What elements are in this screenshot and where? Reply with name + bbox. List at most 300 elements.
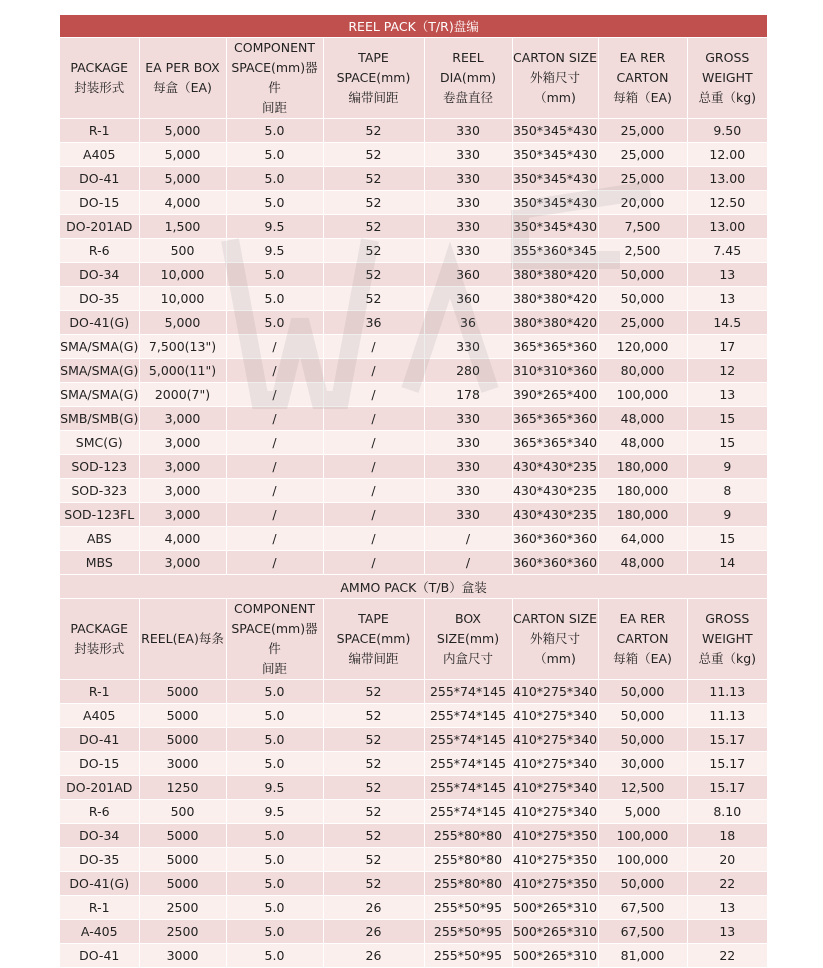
cell-component-space: / [226,383,323,407]
cell-per-unit: 10,000 [139,263,226,287]
cell-dimension: 255*74*145 [424,752,512,776]
cell-tape-space: / [323,455,424,479]
header-line: BOX SIZE(mm) [436,611,500,646]
cell-gross-weight: 13 [687,263,767,287]
cell-gross-weight: 11.13 [687,680,767,704]
cell-ea-per-carton: 67,500 [598,920,687,944]
cell-per-unit: 10,000 [139,287,226,311]
header-ea-per-carton [598,38,687,119]
table-row [60,872,767,896]
cell-carton-size: 500*265*310 [512,944,598,968]
cell-tape-space: / [323,383,424,407]
header-line: 外箱尺寸 [529,70,580,85]
cell-tape-space: 52 [323,848,424,872]
header-line: CARTON SIZE [513,50,597,65]
cell-carton-size: 350*345*430 [512,143,598,167]
cell-per-unit: 500 [139,800,226,824]
cell-per-unit: 5,000(11") [139,359,226,383]
cell-tape-space: / [323,479,424,503]
table-row [60,527,767,551]
header-line: 编带间距 [348,90,399,105]
cell-carton-size: 430*430*235 [512,479,598,503]
cell-dimension: 330 [424,431,512,455]
cell-gross-weight: 15.17 [687,728,767,752]
cell-per-unit: 500 [139,239,226,263]
cell-ea-per-carton: 120,000 [598,335,687,359]
cell-package: DO-15 [60,191,139,215]
header-line: WEIGHT [701,631,753,646]
header-line: SPACE(mm) [336,70,411,85]
cell-package: DO-41 [60,167,139,191]
cell-carton-size: 410*275*340 [512,752,598,776]
table-row [60,335,767,359]
header-line: 内盒尺寸 [442,651,493,666]
cell-dimension: 255*80*80 [424,872,512,896]
header-carton-size [512,599,598,680]
table-row [60,119,767,143]
cell-ea-per-carton: 7,500 [598,215,687,239]
cell-component-space: 5.0 [226,848,323,872]
cell-gross-weight: 9.50 [687,119,767,143]
header-line: GROSS [705,50,750,65]
cell-dimension: 255*74*145 [424,800,512,824]
cell-dimension: 330 [424,191,512,215]
cell-dimension: 255*50*95 [424,896,512,920]
cell-package: DO-41 [60,944,139,968]
cell-carton-size: 410*275*340 [512,800,598,824]
cell-per-unit: 2500 [139,896,226,920]
cell-per-unit: 3,000 [139,407,226,431]
cell-carton-size: 410*275*350 [512,848,598,872]
cell-tape-space: 52 [323,728,424,752]
cell-package: SOD-123 [60,455,139,479]
cell-carton-size: 350*345*430 [512,119,598,143]
cell-component-space: / [226,551,323,575]
header-line: REEL(EA)每条 [141,631,224,646]
cell-tape-space: / [323,551,424,575]
cell-ea-per-carton: 25,000 [598,143,687,167]
cell-carton-size: 410*275*340 [512,704,598,728]
cell-carton-size: 380*380*420 [512,311,598,335]
table-row [60,704,767,728]
header-tape-space [323,599,424,680]
cell-gross-weight: 15.17 [687,752,767,776]
header-line: 封装形式 [74,80,125,95]
cell-gross-weight: 20 [687,848,767,872]
cell-package: SMA/SMA(G) [60,383,139,407]
cell-tape-space: / [323,431,424,455]
cell-gross-weight: 8.10 [687,800,767,824]
cell-component-space: 5.0 [226,167,323,191]
cell-dimension: 255*74*145 [424,704,512,728]
header-line: SPACE(mm)器件 [231,621,318,656]
cell-dimension: 330 [424,455,512,479]
cell-per-unit: 4,000 [139,527,226,551]
packing-spec-sheet [60,15,767,968]
cell-gross-weight: 13 [687,287,767,311]
cell-gross-weight: 8 [687,479,767,503]
cell-component-space: / [226,359,323,383]
cell-package: ABS [60,527,139,551]
cell-gross-weight: 15 [687,527,767,551]
cell-per-unit: 5000 [139,680,226,704]
cell-ea-per-carton: 48,000 [598,551,687,575]
cell-dimension: 255*50*95 [424,920,512,944]
cell-per-unit: 5,000 [139,167,226,191]
cell-ea-per-carton: 48,000 [598,407,687,431]
cell-tape-space: / [323,503,424,527]
cell-carton-size: 500*265*310 [512,920,598,944]
cell-per-unit: 3000 [139,944,226,968]
table-row [60,287,767,311]
header-gross-weight [687,38,767,119]
cell-gross-weight: 12.50 [687,191,767,215]
table-row [60,479,767,503]
cell-carton-size: 410*275*350 [512,824,598,848]
cell-dimension: 280 [424,359,512,383]
cell-gross-weight: 11.13 [687,704,767,728]
cell-tape-space: 26 [323,896,424,920]
cell-component-space: / [226,407,323,431]
table-row [60,143,767,167]
cell-tape-space: 26 [323,920,424,944]
cell-per-unit: 1250 [139,776,226,800]
cell-per-unit: 7,500(13") [139,335,226,359]
cell-component-space: 5.0 [226,311,323,335]
cell-carton-size: 360*360*360 [512,551,598,575]
header-line: 每箱（EA) [613,90,672,105]
cell-dimension: 360 [424,263,512,287]
cell-package: SMA/SMA(G) [60,359,139,383]
cell-ea-per-carton: 180,000 [598,503,687,527]
cell-dimension: 330 [424,503,512,527]
cell-gross-weight: 14 [687,551,767,575]
header-line: TAPE [358,50,389,65]
cell-tape-space: 52 [323,263,424,287]
cell-gross-weight: 13.00 [687,215,767,239]
cell-package: DO-34 [60,263,139,287]
cell-component-space: 5.0 [226,920,323,944]
cell-dimension: 255*80*80 [424,824,512,848]
cell-component-space: 5.0 [226,119,323,143]
header-line: （mm) [534,651,576,666]
cell-package: A405 [60,704,139,728]
table-row [60,311,767,335]
cell-package: MBS [60,551,139,575]
cell-component-space: 5.0 [226,752,323,776]
header-dimension [424,599,512,680]
cell-ea-per-carton: 50,000 [598,872,687,896]
cell-package: SMB/SMB(G) [60,407,139,431]
cell-carton-size: 365*365*360 [512,335,598,359]
header-gross-weight [687,599,767,680]
cell-per-unit: 3,000 [139,455,226,479]
header-line: 间距 [261,661,287,676]
header-line: （mm) [534,90,576,105]
cell-carton-size: 430*430*235 [512,455,598,479]
cell-package: R-1 [60,119,139,143]
cell-package: SOD-323 [60,479,139,503]
table-row [60,167,767,191]
cell-ea-per-carton: 30,000 [598,752,687,776]
cell-dimension: 36 [424,311,512,335]
cell-package: DO-41 [60,728,139,752]
header-line: CARTON SIZE [513,611,597,626]
cell-tape-space: 52 [323,704,424,728]
cell-carton-size: 410*275*350 [512,872,598,896]
cell-per-unit: 5000 [139,728,226,752]
cell-ea-per-carton: 50,000 [598,728,687,752]
header-line: PACKAGE [70,621,129,636]
cell-ea-per-carton: 100,000 [598,383,687,407]
cell-carton-size: 380*380*420 [512,287,598,311]
cell-package: DO-41(G) [60,872,139,896]
cell-gross-weight: 7.45 [687,239,767,263]
cell-package: DO-41(G) [60,311,139,335]
header-package [60,599,139,680]
header-line: EA PER BOX [145,60,220,75]
table-row [60,920,767,944]
header-line: COMPONENT [234,601,315,616]
cell-package: SMA/SMA(G) [60,335,139,359]
cell-gross-weight: 12 [687,359,767,383]
cell-gross-weight: 17 [687,335,767,359]
header-line: 外箱尺寸 [529,631,580,646]
cell-package: DO-35 [60,848,139,872]
cell-tape-space: 52 [323,239,424,263]
header-line: 间距 [261,100,287,115]
cell-tape-space: 52 [323,143,424,167]
packing-table [60,15,767,968]
cell-package: DO-35 [60,287,139,311]
header-line: 总重（kg) [698,651,757,666]
cell-ea-per-carton: 100,000 [598,824,687,848]
cell-carton-size: 365*365*340 [512,431,598,455]
table-row [60,824,767,848]
cell-carton-size: 430*430*235 [512,503,598,527]
cell-dimension: 330 [424,143,512,167]
cell-package: R-1 [60,896,139,920]
table-row [60,848,767,872]
table-row [60,239,767,263]
cell-per-unit: 5000 [139,848,226,872]
table-row [60,728,767,752]
cell-per-unit: 4,000 [139,191,226,215]
cell-gross-weight: 15 [687,431,767,455]
cell-ea-per-carton: 50,000 [598,263,687,287]
cell-dimension: 360 [424,287,512,311]
cell-tape-space: 52 [323,824,424,848]
cell-tape-space: 52 [323,167,424,191]
header-tape-space [323,38,424,119]
cell-gross-weight: 9 [687,455,767,479]
cell-ea-per-carton: 2,500 [598,239,687,263]
cell-ea-per-carton: 64,000 [598,527,687,551]
cell-carton-size: 310*310*360 [512,359,598,383]
cell-per-unit: 5,000 [139,119,226,143]
cell-per-unit: 5,000 [139,143,226,167]
cell-gross-weight: 13.00 [687,167,767,191]
table-row [60,263,767,287]
header-line: 封装形式 [74,641,125,656]
header-line: SPACE(mm)器件 [231,60,318,95]
cell-dimension: 255*50*95 [424,944,512,968]
cell-per-unit: 2000(7") [139,383,226,407]
reel-pack-title-row [60,15,767,38]
cell-carton-size: 380*380*420 [512,263,598,287]
cell-dimension: 330 [424,479,512,503]
cell-package: DO-201AD [60,776,139,800]
cell-dimension: 330 [424,167,512,191]
table-row [60,383,767,407]
table-row [60,752,767,776]
cell-per-unit: 1,500 [139,215,226,239]
cell-carton-size: 500*265*310 [512,896,598,920]
reel-pack-title: REEL PACK（T/R)盘编 [60,15,767,38]
cell-component-space: / [226,503,323,527]
cell-tape-space: 52 [323,776,424,800]
cell-package: DO-15 [60,752,139,776]
header-component-space [226,599,323,680]
header-ea-per-carton [598,599,687,680]
cell-package: DO-201AD [60,215,139,239]
cell-dimension: 255*74*145 [424,680,512,704]
cell-per-unit: 3,000 [139,431,226,455]
cell-component-space: / [226,455,323,479]
cell-ea-per-carton: 48,000 [598,431,687,455]
cell-package: R-1 [60,680,139,704]
cell-carton-size: 410*275*340 [512,728,598,752]
table-row [60,776,767,800]
cell-dimension: / [424,551,512,575]
reel-header-row [60,38,767,119]
cell-component-space: 5.0 [226,896,323,920]
table-row [60,800,767,824]
cell-tape-space: 52 [323,872,424,896]
cell-component-space: 5.0 [226,704,323,728]
cell-per-unit: 5,000 [139,311,226,335]
header-carton-size [512,38,598,119]
header-line: EA RER [619,611,666,626]
cell-dimension: 330 [424,215,512,239]
cell-tape-space: 52 [323,287,424,311]
cell-ea-per-carton: 50,000 [598,704,687,728]
table-row [60,503,767,527]
cell-ea-per-carton: 5,000 [598,800,687,824]
cell-per-unit: 5000 [139,704,226,728]
cell-carton-size: 365*365*360 [512,407,598,431]
cell-gross-weight: 18 [687,824,767,848]
cell-component-space: 5.0 [226,824,323,848]
cell-ea-per-carton: 180,000 [598,455,687,479]
cell-dimension: 330 [424,335,512,359]
cell-gross-weight: 14.5 [687,311,767,335]
cell-package: R-6 [60,800,139,824]
cell-carton-size: 360*360*360 [512,527,598,551]
cell-component-space: 5.0 [226,287,323,311]
cell-ea-per-carton: 67,500 [598,896,687,920]
cell-tape-space: 52 [323,800,424,824]
table-body [60,15,767,968]
cell-carton-size: 350*345*430 [512,215,598,239]
header-line: 编带间距 [348,651,399,666]
cell-gross-weight: 15.17 [687,776,767,800]
cell-ea-per-carton: 12,500 [598,776,687,800]
cell-component-space: 5.0 [226,191,323,215]
cell-package: SMC(G) [60,431,139,455]
cell-tape-space: 26 [323,944,424,968]
cell-tape-space: / [323,335,424,359]
cell-package: A405 [60,143,139,167]
cell-carton-size: 355*360*345 [512,239,598,263]
cell-component-space: 5.0 [226,728,323,752]
cell-gross-weight: 13 [687,896,767,920]
cell-tape-space: / [323,359,424,383]
table-row [60,407,767,431]
cell-component-space: 9.5 [226,239,323,263]
cell-gross-weight: 9 [687,503,767,527]
cell-per-unit: 3,000 [139,503,226,527]
cell-ea-per-carton: 50,000 [598,680,687,704]
cell-gross-weight: 22 [687,944,767,968]
header-line: TAPE [358,611,389,626]
header-line: COMPONENT [234,40,315,55]
cell-component-space: / [226,527,323,551]
header-line: 每盒（EA) [153,80,212,95]
cell-carton-size: 410*275*340 [512,680,598,704]
cell-ea-per-carton: 100,000 [598,848,687,872]
table-row [60,359,767,383]
cell-component-space: 5.0 [226,680,323,704]
cell-tape-space: / [323,527,424,551]
cell-gross-weight: 12.00 [687,143,767,167]
cell-ea-per-carton: 81,000 [598,944,687,968]
cell-component-space: 5.0 [226,263,323,287]
cell-tape-space: / [323,407,424,431]
cell-dimension: 255*80*80 [424,848,512,872]
cell-tape-space: 52 [323,119,424,143]
cell-component-space: 9.5 [226,215,323,239]
cell-dimension: 330 [424,119,512,143]
cell-ea-per-carton: 80,000 [598,359,687,383]
cell-tape-space: 36 [323,311,424,335]
cell-component-space: 5.0 [226,143,323,167]
header-line: SPACE(mm) [336,631,411,646]
cell-tape-space: 52 [323,191,424,215]
header-line: WEIGHT [701,70,753,85]
cell-per-unit: 3000 [139,752,226,776]
cell-tape-space: 52 [323,680,424,704]
cell-gross-weight: 22 [687,872,767,896]
cell-per-unit: 5000 [139,872,226,896]
header-package [60,38,139,119]
cell-carton-size: 390*265*400 [512,383,598,407]
cell-carton-size: 350*345*430 [512,191,598,215]
cell-component-space: 9.5 [226,776,323,800]
cell-package: A-405 [60,920,139,944]
ammo-pack-title: AMMO PACK（T/B）盒装 [60,575,767,599]
cell-dimension: 330 [424,407,512,431]
cell-component-space: 5.0 [226,944,323,968]
header-line: 总重（kg) [698,90,757,105]
cell-per-unit: 2500 [139,920,226,944]
cell-component-space: / [226,479,323,503]
cell-gross-weight: 13 [687,920,767,944]
header-line: CARTON [616,631,669,646]
ammo-pack-title-row [60,575,767,599]
cell-component-space: / [226,431,323,455]
cell-tape-space: 52 [323,752,424,776]
